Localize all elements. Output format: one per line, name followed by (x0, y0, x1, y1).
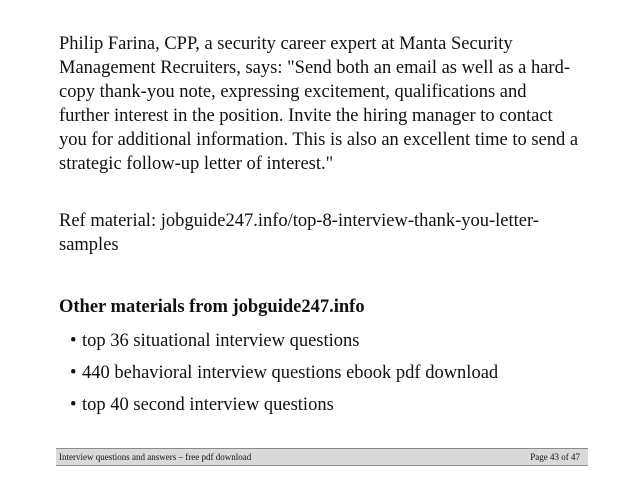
list-item (70, 361, 498, 393)
list-item-text: top 36 situational interview questions (82, 331, 360, 351)
page-number: Page 43 of 47 (530, 452, 580, 462)
list-item-text: 440 behavioral interview questions ebook pdf download (82, 363, 499, 383)
page-footer (56, 448, 588, 466)
list-item (70, 393, 498, 425)
bullet-icon: • (70, 363, 77, 383)
bullet-icon: • (70, 395, 77, 415)
other-materials-heading: Other materials from jobguide247.info (59, 297, 365, 317)
footer-title: Interview questions and answers – free pdf download (59, 452, 252, 462)
bullet-icon: • (70, 331, 77, 351)
other-materials-list (70, 329, 498, 425)
quote-paragraph: Philip Farina, CPP, a security career expert at Manta Security Management Recruiters, says: "Send both an email as well as a hard-copy thank-you note, expressing excitement, qualifications and further interest in the position. Invite the hiring manager to contact you for additional information. This is also an excellent time to send a strategic follow-up letter of interest." (59, 34, 579, 174)
ref-material-text: Ref material: jobguide247.info/top-8-interview-thank-you-letter-samples (59, 211, 539, 255)
list-item (70, 329, 498, 361)
list-item-text: top 40 second interview questions (82, 395, 334, 415)
